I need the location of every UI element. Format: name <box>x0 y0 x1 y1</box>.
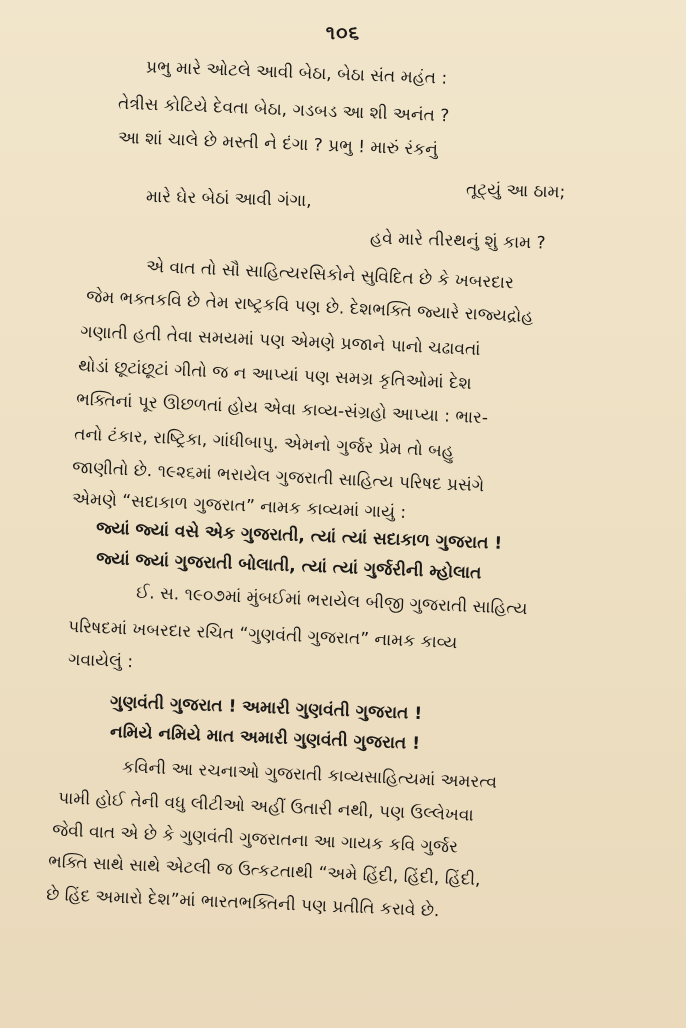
page-number: ૧૦૬ <box>325 22 361 44</box>
poem-line: તૂટ્યું આ ઠામ; <box>465 179 566 203</box>
poem-line: હવે મારે તીરથનું શું કામ ? <box>369 228 546 254</box>
paragraph-line: ભક્તિ સાથે સાથે એટલી જ ઉત્કટતાથી “અમે હિંદી, હિંદી, હિંદી, <box>47 851 481 891</box>
paragraph-line: જેવી વાત એ છે કે ગુણવંતી ગુજરાતના આ ગાયક કવિ ગુર્જર <box>51 820 459 858</box>
paragraph-line: છે હિંદ અમારો દેશ”માં ભારતભક્તિની પણ પ્રતીતિ કરાવે છે. <box>45 884 440 922</box>
paragraph-line: ગવાયેલું : <box>67 649 134 673</box>
paragraph-line: ભક્તિનાં પૂર ઊછળતાં હોય એવા કાવ્ય-સંગ્રહો આપ્યા : ભાર- <box>75 389 489 429</box>
paragraph-line: એ વાત તો સૌ સાહિત્યરસિકોને સુવિદિત છે કે ખબરદાર <box>145 256 515 294</box>
paragraph-line: ગણાતી હતી તેવા સમયમાં પણ એમણે પ્રજાને પાનો ચઢાવતાં <box>79 321 481 361</box>
quote-line: ગુણવંતી ગુજરાત ! અમારી ગુણવંતી ગુજરાત ! <box>109 692 423 724</box>
paragraph-line: કવિની આ રચનાઓ ગુજરાતી કાવ્યસાહિત્યમાં અમરત્વ <box>121 757 498 793</box>
quote-line: જ્યાં જ્યાં વસે એક ગુજરાતી, ત્યાં ત્યાં સદાકાળ ગુજરાત ! <box>95 518 503 554</box>
quote-line: નમિયે નમિયે માત અમારી ગુણવંતી ગુજરાત ! <box>109 722 421 754</box>
poem-line: પ્રભુ મારે ઓટલે આવી બેઠા, બેઠા સંત મહંત : <box>145 57 448 89</box>
poem-line: મારે ઘેર બેઠાં આવી ગંગા, <box>145 186 312 212</box>
paragraph-line: એમણે “સદાકાળ ગુજરાત” નામક કાવ્યમાં ગાયું : <box>71 489 407 523</box>
paragraph-line: ઈ. સ. ૧૯૦૭માં મુંબઈમાં ભરાયેલ બીજી ગુજરાતી સાહિત્ય <box>135 582 528 620</box>
poem-line: આ શાં ચાલે છે મસ્તી ને દંગા ? પ્રભુ ! મારું રંકનું <box>117 127 439 161</box>
paragraph-line: તનો ટંકાર, રાષ્ટ્રિકા, ગાંધીબાપુ. એમનો ગુર્જર પ્રેમ તો બહુ <box>73 424 455 462</box>
paragraph-line: પામી હોઈ તેની વધુ લીટીઓ અહીં ઉતારી નથી, પણ ઉલ્લેખવા <box>57 788 475 826</box>
paragraph-line: જાણીતો છે. ૧૯૨૬માં ભરાયેલ ગુજરાતી સાહિત્ય પરિષદ પ્રસંગે <box>71 457 485 497</box>
paragraph-line: જેમ ભક્તકવિ છે તેમ રાષ્ટ્રકવિ પણ છે. દેશભક્તિ જ્યારે રાજ્યદ્રોહ <box>85 286 534 328</box>
quote-line: જ્યાં જ્યાં ગુજરાતી બોલાતી, ત્યાં ત્યાં ગુર્જરીની મ્હોલાત <box>95 548 482 584</box>
poem-line: તેત્રીસ કોટિયે દેવતા બેઠા, ગડબડ આ શી અનંત ? <box>117 93 450 127</box>
paragraph-line: થોડાં છૂટાંછૂટાં ગીતો જ ન આપ્યાં પણ સમગ્ર કૃતિઓમાં દેશ <box>77 356 472 394</box>
paragraph-line: પરિષદમાં ખબરદાર રચિત “ગુણવંતી ગુજરાત” નામક કાવ્ય <box>67 616 458 654</box>
